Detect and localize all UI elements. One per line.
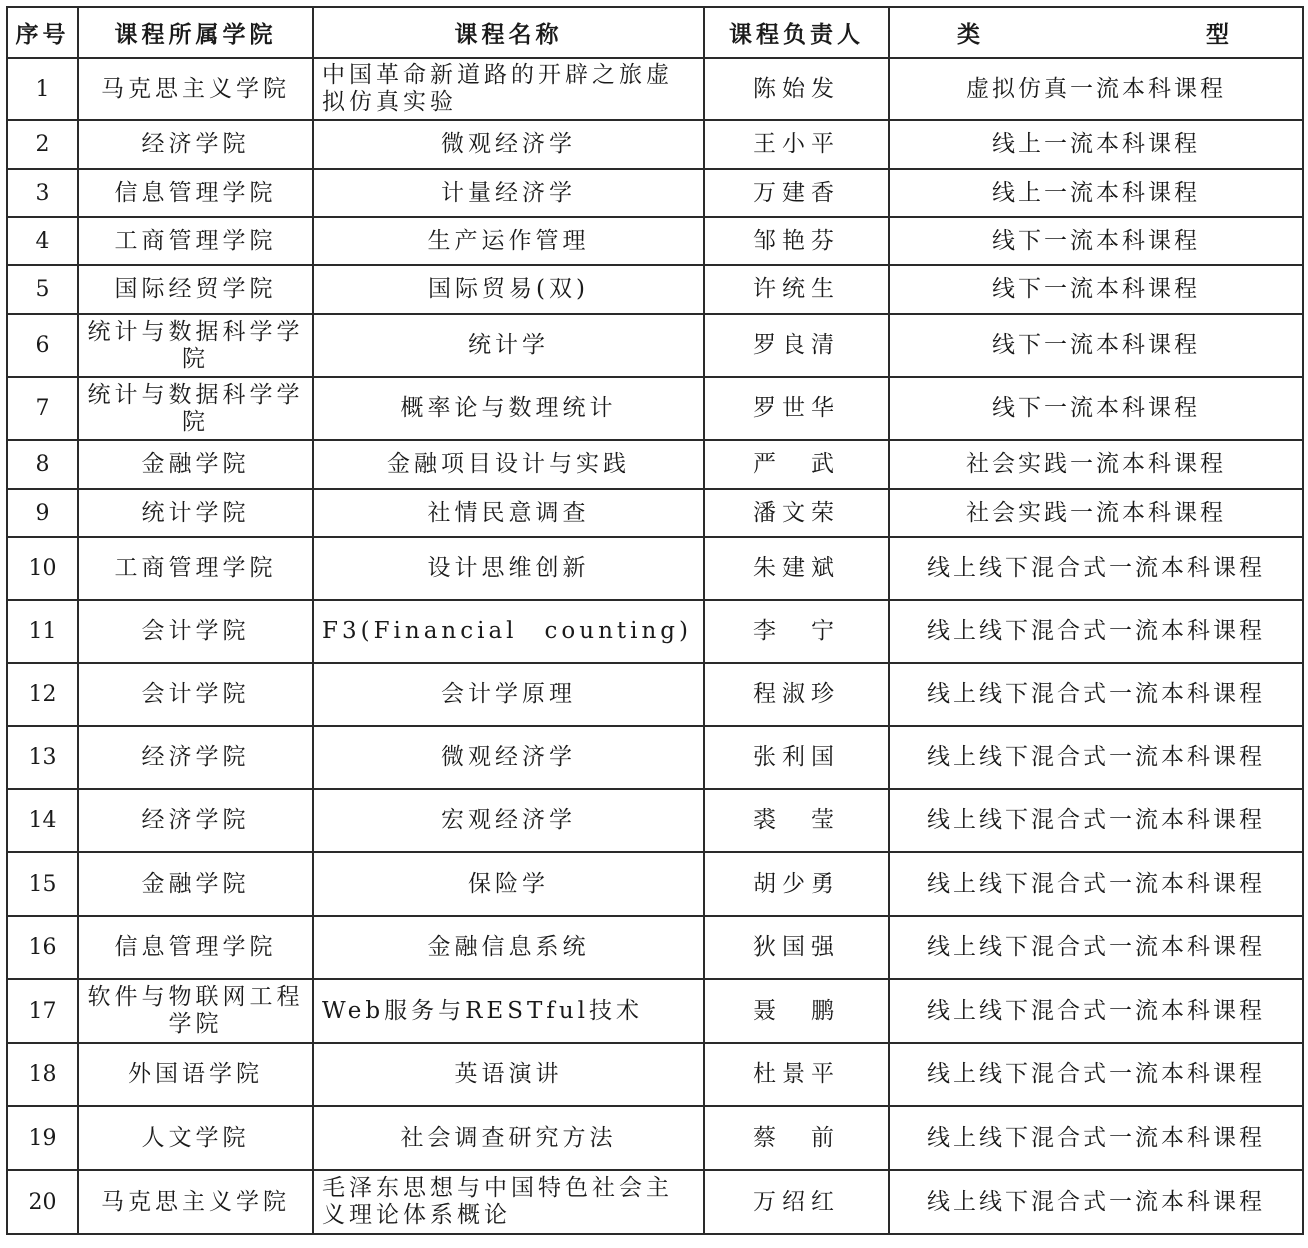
row-course-name: 保险学 — [313, 852, 704, 916]
table-row — [7, 726, 1303, 789]
row-type: 线上线下混合式一流本科课程 — [889, 726, 1303, 789]
row-college: 人文学院 — [78, 1106, 313, 1170]
table-row — [7, 789, 1303, 852]
row-index: 19 — [7, 1106, 78, 1170]
header-college: 课程所属学院 — [78, 7, 313, 58]
row-course-name: 社会调查研究方法 — [313, 1106, 704, 1170]
row-college: 工商管理学院 — [78, 217, 313, 265]
row-index: 20 — [7, 1170, 78, 1234]
row-type: 线上一流本科课程 — [889, 169, 1303, 217]
row-type: 线上线下混合式一流本科课程 — [889, 979, 1303, 1043]
table-row — [7, 169, 1303, 217]
row-leader: 潘文荣 — [704, 489, 889, 537]
row-college: 信息管理学院 — [78, 169, 313, 217]
row-index: 1 — [7, 58, 78, 120]
table-row — [7, 852, 1303, 916]
header-course-name: 课程名称 — [313, 7, 704, 58]
row-index: 4 — [7, 217, 78, 265]
row-index: 12 — [7, 663, 78, 726]
row-course-name: Web服务与RESTful技术 — [313, 979, 704, 1043]
row-index: 7 — [7, 377, 78, 440]
row-college: 统计学院 — [78, 489, 313, 537]
table-row — [7, 440, 1303, 489]
header-type: 类 型 — [889, 7, 1303, 58]
header-row — [7, 7, 1303, 58]
row-index: 18 — [7, 1043, 78, 1106]
row-college: 外国语学院 — [78, 1043, 313, 1106]
row-course-name: 计量经济学 — [313, 169, 704, 217]
table-row — [7, 265, 1303, 314]
table-row — [7, 537, 1303, 600]
row-type: 线上线下混合式一流本科课程 — [889, 663, 1303, 726]
row-course-name: F3(Financial counting) — [313, 600, 704, 663]
row-college: 会计学院 — [78, 663, 313, 726]
row-course-name: 金融项目设计与实践 — [313, 440, 704, 489]
course-table — [6, 6, 1304, 1235]
row-type: 线上线下混合式一流本科课程 — [889, 852, 1303, 916]
row-leader: 李 宁 — [704, 600, 889, 663]
row-index: 8 — [7, 440, 78, 489]
row-college: 统计与数据科学学院 — [78, 314, 313, 377]
row-index: 2 — [7, 120, 78, 169]
row-index: 15 — [7, 852, 78, 916]
row-type: 线下一流本科课程 — [889, 314, 1303, 377]
row-college: 会计学院 — [78, 600, 313, 663]
row-leader: 罗世华 — [704, 377, 889, 440]
row-type: 线下一流本科课程 — [889, 377, 1303, 440]
row-course-name: 金融信息系统 — [313, 916, 704, 979]
row-course-name: 微观经济学 — [313, 726, 704, 789]
table-row — [7, 120, 1303, 169]
row-course-name: 英语演讲 — [313, 1043, 704, 1106]
table-row — [7, 1043, 1303, 1106]
row-course-name: 毛泽东思想与中国特色社会主义理论体系概论 — [313, 1170, 704, 1234]
row-leader: 裘 莹 — [704, 789, 889, 852]
row-leader: 万建香 — [704, 169, 889, 217]
row-course-name: 微观经济学 — [313, 120, 704, 169]
row-type: 社会实践一流本科课程 — [889, 440, 1303, 489]
row-leader: 邹艳芬 — [704, 217, 889, 265]
table-row — [7, 663, 1303, 726]
row-index: 6 — [7, 314, 78, 377]
row-index: 10 — [7, 537, 78, 600]
header-index: 序号 — [7, 7, 78, 58]
row-college: 国际经贸学院 — [78, 265, 313, 314]
row-leader: 朱建斌 — [704, 537, 889, 600]
row-index: 3 — [7, 169, 78, 217]
row-index: 16 — [7, 916, 78, 979]
row-type: 线下一流本科课程 — [889, 265, 1303, 314]
row-leader: 张利国 — [704, 726, 889, 789]
row-index: 17 — [7, 979, 78, 1043]
row-type: 线上线下混合式一流本科课程 — [889, 1043, 1303, 1106]
row-type: 虚拟仿真一流本科课程 — [889, 58, 1303, 120]
row-course-name: 宏观经济学 — [313, 789, 704, 852]
row-leader: 蔡 前 — [704, 1106, 889, 1170]
row-leader: 严 武 — [704, 440, 889, 489]
row-type: 线下一流本科课程 — [889, 217, 1303, 265]
row-type: 社会实践一流本科课程 — [889, 489, 1303, 537]
row-index: 9 — [7, 489, 78, 537]
row-leader: 万绍红 — [704, 1170, 889, 1234]
row-college: 金融学院 — [78, 440, 313, 489]
row-course-name: 设计思维创新 — [313, 537, 704, 600]
row-index: 14 — [7, 789, 78, 852]
row-type: 线上线下混合式一流本科课程 — [889, 1106, 1303, 1170]
table-row — [7, 916, 1303, 979]
row-college: 金融学院 — [78, 852, 313, 916]
row-type: 线上一流本科课程 — [889, 120, 1303, 169]
row-type: 线上线下混合式一流本科课程 — [889, 1170, 1303, 1234]
row-college: 经济学院 — [78, 120, 313, 169]
row-college: 工商管理学院 — [78, 537, 313, 600]
row-type: 线上线下混合式一流本科课程 — [889, 600, 1303, 663]
row-course-name: 国际贸易(双) — [313, 265, 704, 314]
row-leader: 程淑珍 — [704, 663, 889, 726]
row-leader: 许统生 — [704, 265, 889, 314]
row-course-name: 社情民意调查 — [313, 489, 704, 537]
table-row — [7, 58, 1303, 120]
table-row — [7, 314, 1303, 377]
row-college: 统计与数据科学学院 — [78, 377, 313, 440]
row-college: 马克思主义学院 — [78, 1170, 313, 1234]
row-college: 经济学院 — [78, 726, 313, 789]
row-leader: 陈始发 — [704, 58, 889, 120]
table-row — [7, 489, 1303, 537]
table-row — [7, 979, 1303, 1043]
header-leader: 课程负责人 — [704, 7, 889, 58]
row-leader: 胡少勇 — [704, 852, 889, 916]
row-index: 13 — [7, 726, 78, 789]
row-course-name: 会计学原理 — [313, 663, 704, 726]
row-course-name: 概率论与数理统计 — [313, 377, 704, 440]
row-leader: 狄国强 — [704, 916, 889, 979]
row-type: 线上线下混合式一流本科课程 — [889, 537, 1303, 600]
row-type: 线上线下混合式一流本科课程 — [889, 916, 1303, 979]
row-course-name: 中国革命新道路的开辟之旅虚拟仿真实验 — [313, 58, 704, 120]
row-course-name: 统计学 — [313, 314, 704, 377]
table-row — [7, 217, 1303, 265]
table-row — [7, 600, 1303, 663]
row-college: 马克思主义学院 — [78, 58, 313, 120]
row-type: 线上线下混合式一流本科课程 — [889, 789, 1303, 852]
row-index: 5 — [7, 265, 78, 314]
table-row — [7, 1170, 1303, 1234]
row-leader: 杜景平 — [704, 1043, 889, 1106]
row-college: 信息管理学院 — [78, 916, 313, 979]
row-college: 软件与物联网工程学院 — [78, 979, 313, 1043]
row-course-name: 生产运作管理 — [313, 217, 704, 265]
row-leader: 聂 鹏 — [704, 979, 889, 1043]
row-leader: 王小平 — [704, 120, 889, 169]
table-row — [7, 377, 1303, 440]
table-row — [7, 1106, 1303, 1170]
row-index: 11 — [7, 600, 78, 663]
row-college: 经济学院 — [78, 789, 313, 852]
row-leader: 罗良清 — [704, 314, 889, 377]
